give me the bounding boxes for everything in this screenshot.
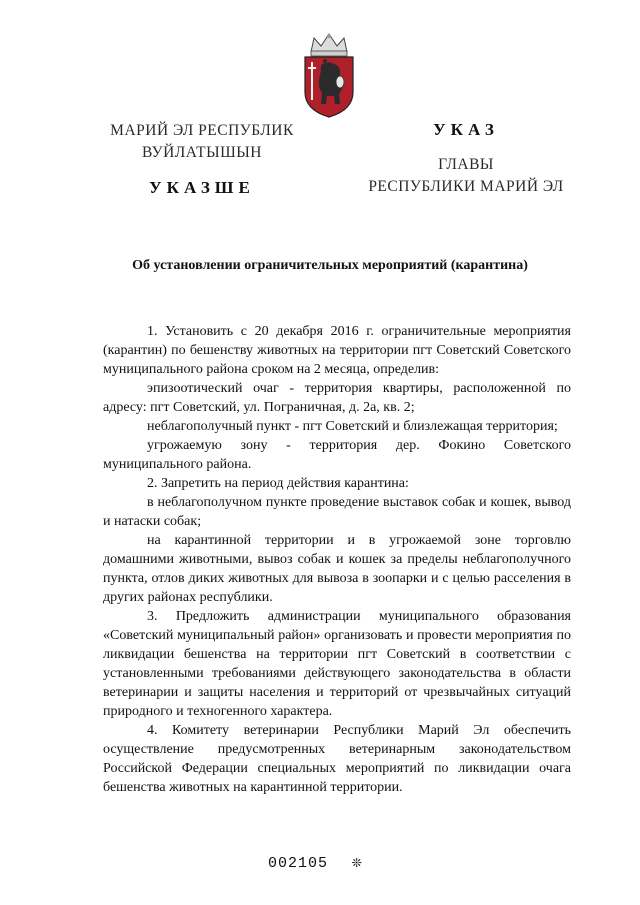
paragraph: на карантинной территории и в угрожаемой зоне торговлю домашними животными, вывоз собак и кошек за пределы неблагополучного пункта, отлов диких животных для вывоза в зоопарки и с целью расселения в других районах республики.: [103, 533, 571, 605]
paragraph: 4. Комитету ветеринарии Республики Марий Эл обеспечить осуществление предусмотренных ветеринарным законодательством Российской Федерации специальных мероприятий по ликвидации очага бешенства животных на карантинной территории.: [103, 723, 571, 795]
asterisk-mark-icon: ❊: [352, 854, 363, 872]
header-right-line2: РЕСПУБЛИКИ МАРИЙ ЭЛ: [368, 178, 564, 195]
header-right-line1: ГЛАВЫ: [438, 156, 494, 173]
header-left-block: [104, 120, 300, 198]
header-right-title: УКАЗ: [433, 120, 499, 139]
header-left-title: УКАЗШЕ: [149, 178, 255, 197]
paragraph: в неблагополучном пункте проведение выставок собак и кошек, вывод и натаски собак;: [103, 495, 571, 529]
document-title: Об установлении ограничительных мероприятий (карантина): [132, 258, 528, 273]
paragraph: угрожаемую зону - территория дер. Фокино Советского муниципального района.: [103, 438, 571, 472]
document-footer: [268, 852, 363, 872]
paragraph: 1. Установить с 20 декабря 2016 г. ограничительные мероприятия (карантин) по бешенству животных на территории пгт Советский Советского муниципального района сроком на 2 месяца, определив:: [103, 324, 571, 377]
paragraph: 2. Запретить на период действия карантина:: [147, 476, 409, 491]
document-body: [103, 322, 571, 797]
paragraph: неблагополучный пункт - пгт Советский и близлежащая территория;: [147, 419, 558, 434]
header-right-block: [352, 120, 580, 198]
header-left-line2: ВУЙЛАТЫШЫН: [142, 144, 262, 161]
paragraph: 3. Предложить администрации муниципального образования «Советский муниципальный район» организовать и провести мероприятия по ликвидации бешенства на территории пгт Советский в соответствии с установленными требованиями действующего законодательства в области ветеринарии и защиты населения и территорий от чрезвычайных ситуаций природного и техногенного характера.: [103, 609, 571, 719]
header-left-line1: МАРИЙ ЭЛ РЕСПУБЛИК: [110, 122, 294, 139]
coat-of-arms-icon: [299, 30, 359, 120]
serial-number: 002105: [268, 855, 329, 872]
paragraph: эпизоотический очаг - территория квартиры, расположенной по адресу: пгт Советский, ул. Пограничная, д. 2а, кв. 2;: [103, 381, 571, 415]
